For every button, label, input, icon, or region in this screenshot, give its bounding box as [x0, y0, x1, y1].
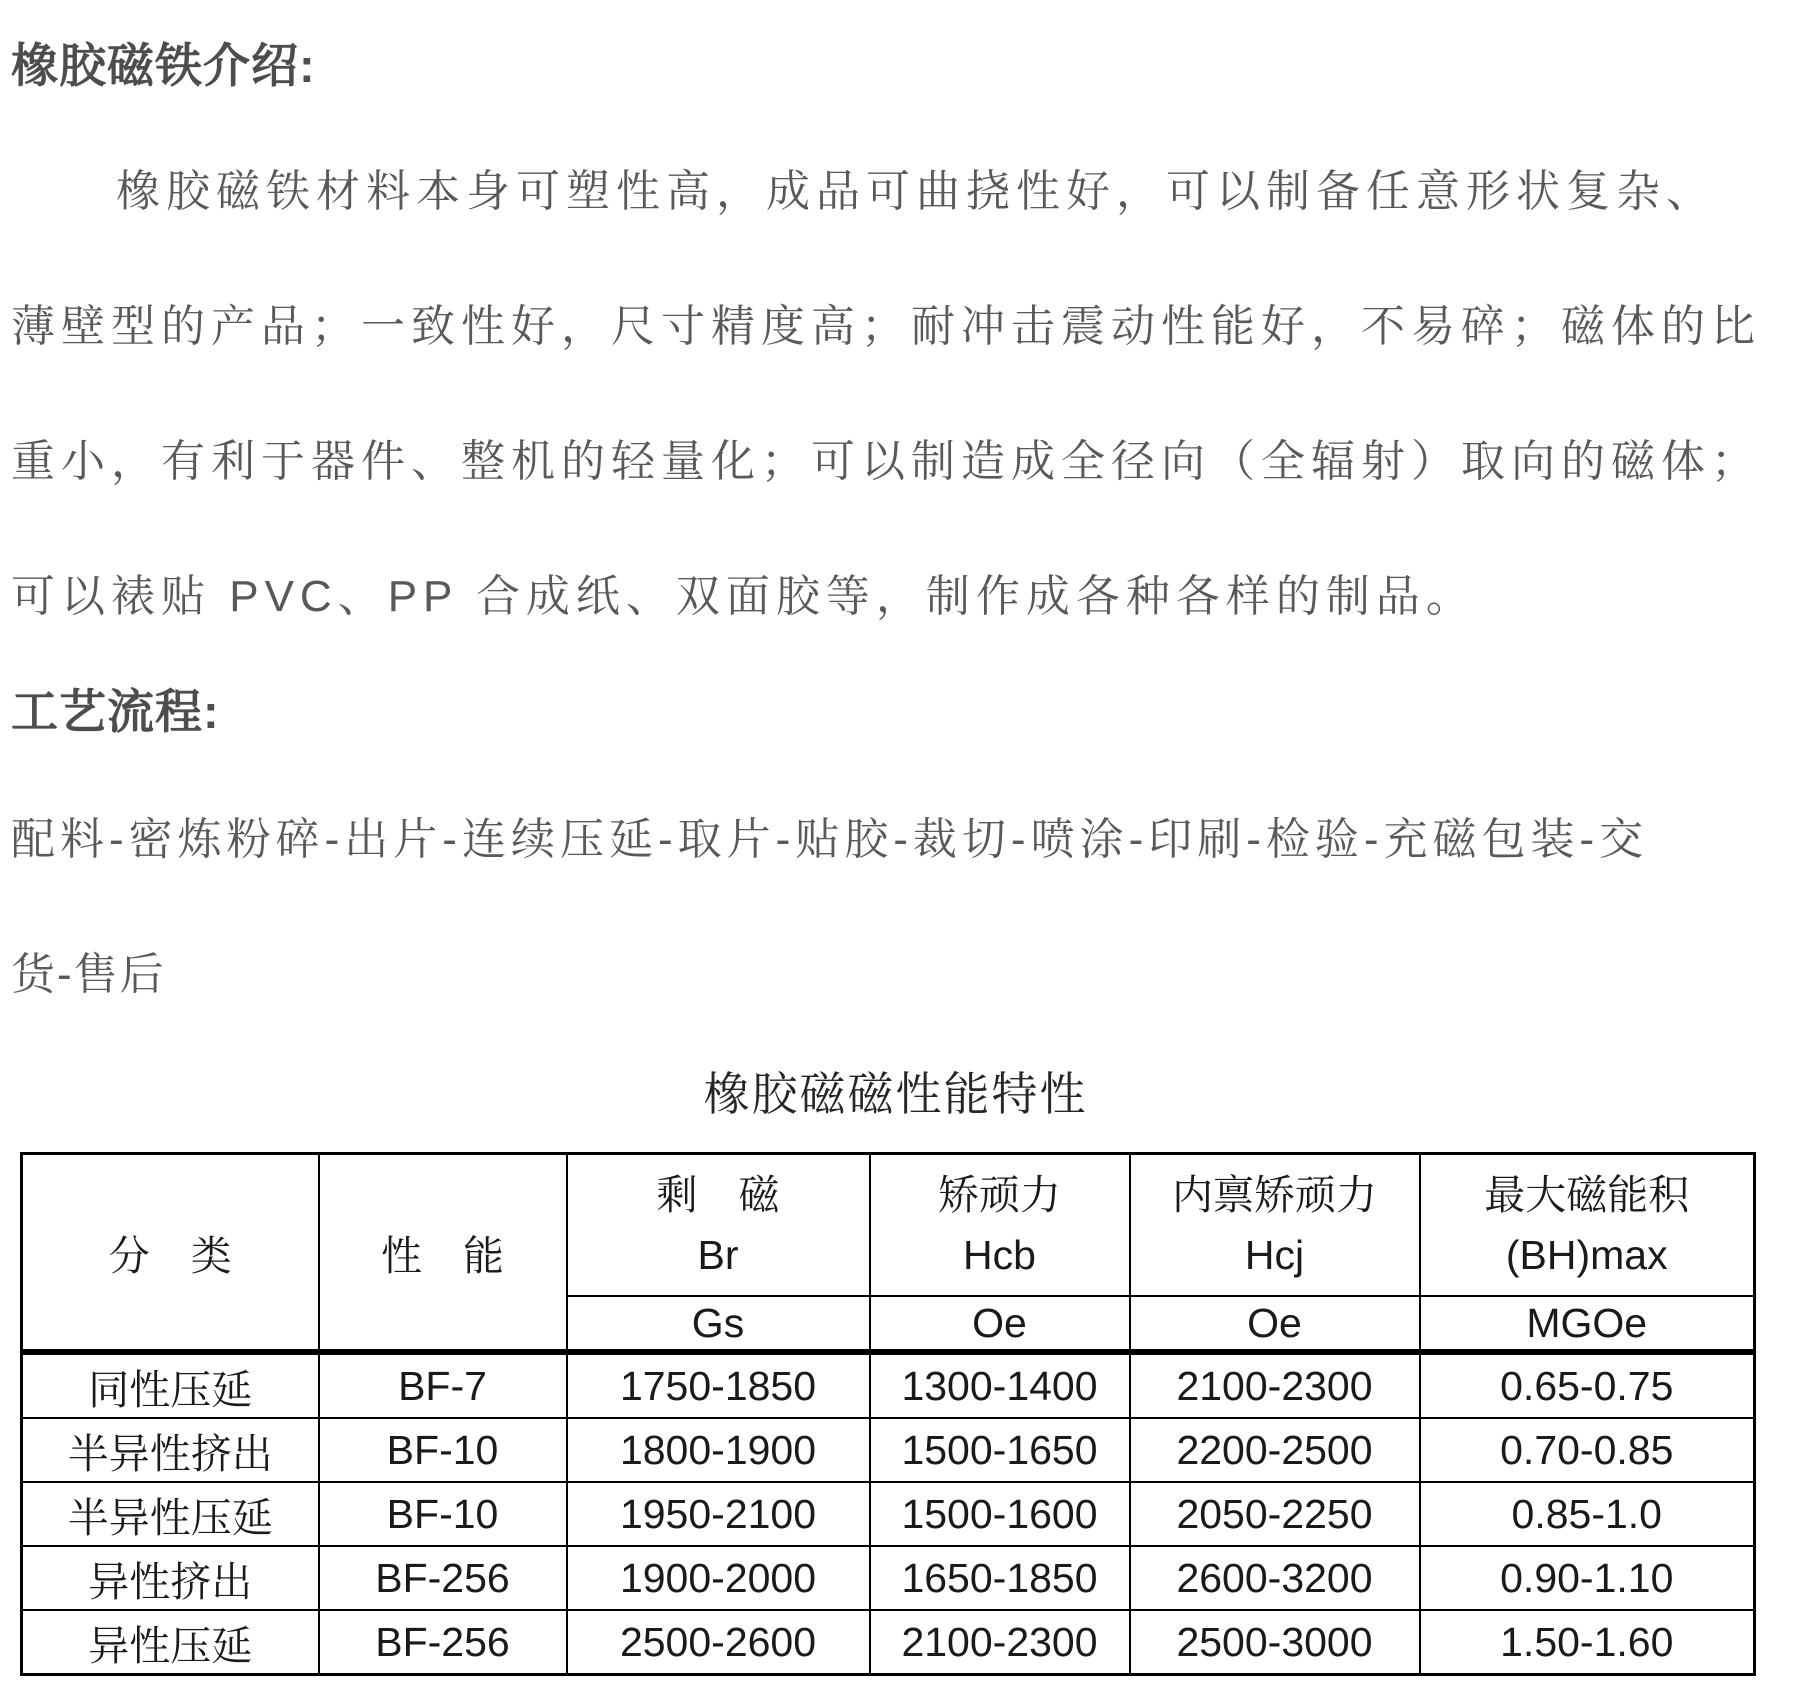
- cell-hcb: 1500-1600: [870, 1482, 1130, 1546]
- cell-hcj: 2200-2500: [1130, 1418, 1420, 1482]
- intro-paragraph: [11, 124, 1780, 664]
- intro-line-2: 薄壁型的产品；一致性好，尺寸精度高；耐冲击震动性能好，不易碎；磁体的比: [11, 302, 1761, 351]
- cell-bhmax: 1.50-1.60: [1420, 1610, 1755, 1675]
- cell-bhmax: 0.65-0.75: [1420, 1352, 1755, 1418]
- cell-hcb: 1500-1650: [870, 1418, 1130, 1482]
- header-br-symbol: Br: [697, 1232, 739, 1278]
- cell-performance: BF-256: [319, 1546, 567, 1610]
- process-line-1: 配料-密炼粉碎-出片-连续压延-取片-贴胶-裁切-喷涂-印刷-检验-充磁包装-交: [11, 815, 1649, 864]
- unit-bhmax: MGOe: [1420, 1296, 1755, 1352]
- header-hcj: [1130, 1154, 1420, 1297]
- cell-br: 1800-1900: [567, 1418, 870, 1482]
- table-header-row-main: [22, 1154, 1755, 1297]
- cell-category: 同性压延: [22, 1352, 319, 1418]
- header-hcj-name: 内禀矫顽力: [1172, 1172, 1377, 1218]
- header-br: [567, 1154, 870, 1297]
- cell-hcj: 2050-2250: [1130, 1482, 1420, 1546]
- table-title: 橡胶磁磁性能特性: [703, 1068, 1088, 1120]
- cell-bhmax: 0.70-0.85: [1420, 1418, 1755, 1482]
- table-row: [22, 1418, 1755, 1482]
- cell-performance: BF-256: [319, 1610, 567, 1675]
- cell-br: 1750-1850: [567, 1352, 870, 1418]
- header-bhmax-name: 最大磁能积: [1484, 1172, 1690, 1218]
- cell-hcb: 1650-1850: [870, 1546, 1130, 1610]
- process-line-2: 货-售后: [11, 950, 166, 999]
- cell-hcj: 2100-2300: [1130, 1352, 1420, 1418]
- cell-category: 异性压延: [22, 1610, 319, 1675]
- cell-bhmax: 0.85-1.0: [1420, 1482, 1755, 1546]
- cell-category: 半异性压延: [22, 1482, 319, 1546]
- unit-br: Gs: [567, 1296, 870, 1352]
- table-row: [22, 1610, 1755, 1675]
- cell-performance: BF-10: [319, 1482, 567, 1546]
- cell-performance: BF-7: [319, 1352, 567, 1418]
- cell-category: 异性挤出: [22, 1546, 319, 1610]
- cell-br: 2500-2600: [567, 1610, 870, 1675]
- unit-hcj: Oe: [1130, 1296, 1420, 1352]
- header-performance: 性 能: [319, 1154, 567, 1353]
- process-paragraph: [11, 772, 1780, 1042]
- table-row: [22, 1482, 1755, 1546]
- header-bhmax: [1420, 1154, 1755, 1297]
- intro-line-1: 橡胶磁铁材料本身可塑性高，成品可曲挠性好，可以制备任意形状复杂、: [116, 167, 1716, 216]
- header-hcb: [870, 1154, 1130, 1297]
- cell-br: 1950-2100: [567, 1482, 870, 1546]
- cell-br: 1900-2000: [567, 1546, 870, 1610]
- cell-hcj: 2600-3200: [1130, 1546, 1420, 1610]
- header-hcj-symbol: Hcj: [1244, 1232, 1305, 1278]
- unit-hcb: Oe: [870, 1296, 1130, 1352]
- process-heading: 工艺流程:: [11, 685, 220, 738]
- header-category: 分 类: [22, 1154, 319, 1353]
- intro-line-4: 可以裱贴 PVC、PP 合成纸、双面胶等，制作成各种各样的制品。: [11, 572, 1476, 621]
- header-br-name: 剩 磁: [656, 1172, 780, 1218]
- header-bhmax-symbol: (BH)max: [1505, 1232, 1668, 1278]
- cell-hcb: 1300-1400: [870, 1352, 1130, 1418]
- header-hcb-symbol: Hcb: [963, 1232, 1036, 1278]
- cell-hcj: 2500-3000: [1130, 1610, 1420, 1675]
- cell-bhmax: 0.90-1.10: [1420, 1546, 1755, 1610]
- magnet-properties-table: [20, 1152, 1756, 1676]
- cell-performance: BF-10: [319, 1418, 567, 1482]
- cell-hcb: 2100-2300: [870, 1610, 1130, 1675]
- table-row: [22, 1546, 1755, 1610]
- intro-line-3: 重小，有利于器件、整机的轻量化；可以制造成全径向（全辐射）取向的磁体；: [11, 437, 1761, 486]
- cell-category: 半异性挤出: [22, 1418, 319, 1482]
- intro-heading: 橡胶磁铁介绍:: [11, 39, 316, 92]
- table-row: [22, 1352, 1755, 1418]
- header-hcb-name: 矫顽力: [938, 1172, 1061, 1218]
